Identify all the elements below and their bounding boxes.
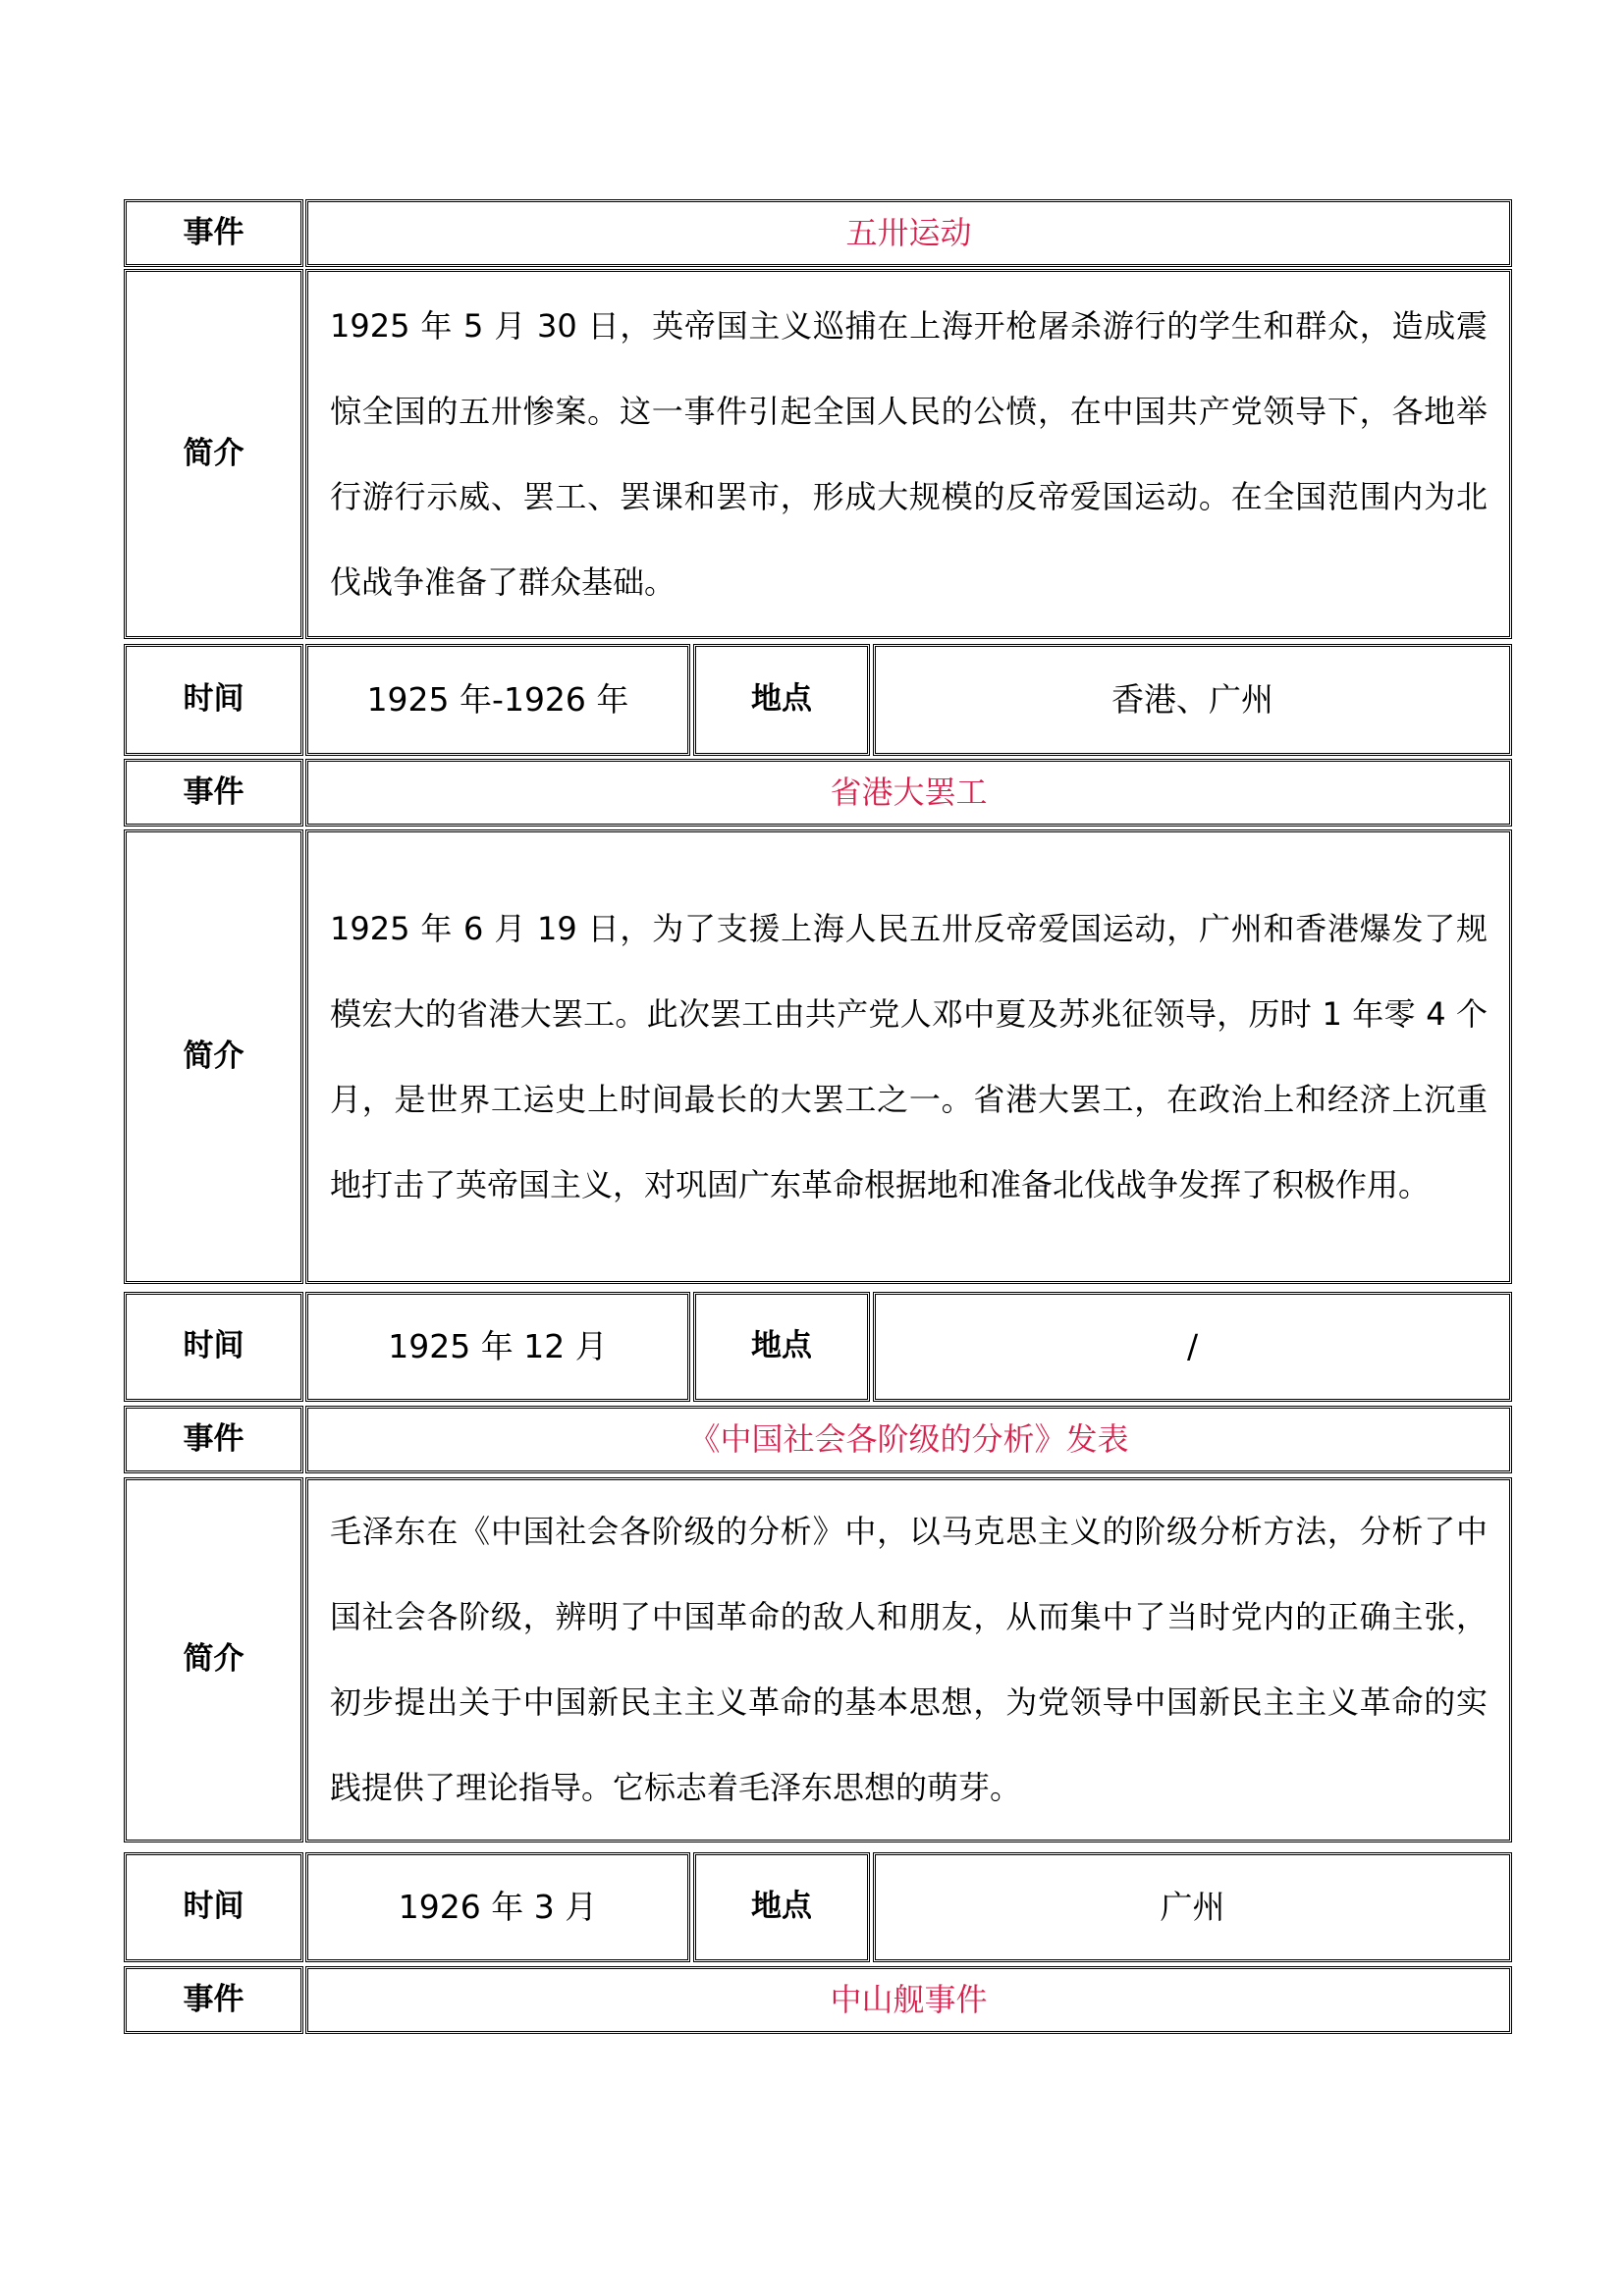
event-title: 《中国社会各阶级的分析》发表 (305, 1406, 1512, 1473)
time-value: 1925 年-1926 年 (305, 644, 690, 756)
place-value: 广州 (873, 1852, 1512, 1962)
time-label: 时间 (124, 644, 303, 756)
event-label: 事件 (124, 1966, 303, 2034)
time-value: 1926 年 3 月 (305, 1852, 690, 1962)
intro-cell (305, 829, 1512, 1284)
time-label: 时间 (124, 1852, 303, 1962)
event-title: 中山舰事件 (305, 1966, 1512, 2034)
time-label: 时间 (124, 1292, 303, 1402)
event-label: 事件 (124, 759, 303, 827)
intro-label: 简介 (124, 269, 303, 639)
intro-text: 1925 年 6 月 19 日，为了支援上海人民五卅反帝爱国运动，广州和香港爆发了规模宏大的省港大罢工。此次罢工由共产党人邓中夏及苏兆征领导，历时 1 年零 4 个月，是世界工运史上时间最长的大罢工之一。省港大罢工，在政治上和经济上沉重地打击了英帝国主义，对巩固广东革命根据地和准备北伐战争发挥了积极作用。 (330, 909, 1488, 1203)
place-label: 地点 (693, 1852, 870, 1962)
event-title: 五卅运动 (305, 199, 1512, 267)
time-value: 1925 年 12 月 (305, 1292, 690, 1402)
place-label: 地点 (693, 644, 870, 756)
event-label: 事件 (124, 199, 303, 267)
intro-cell (305, 1477, 1512, 1842)
intro-text: 1925 年 5 月 30 日，英帝国主义巡捕在上海开枪屠杀游行的学生和群众，造成震惊全国的五卅惨案。这一事件引起全国人民的公愤，在中国共产党领导下，各地举行游行示威、罢工、罢课和罢市，形成大规模的反帝爱国运动。在全国范围内为北伐战争准备了群众基础。 (330, 306, 1488, 601)
intro-label: 简介 (124, 1477, 303, 1842)
place-value: / (873, 1292, 1512, 1402)
intro-cell (305, 269, 1512, 639)
event-title: 省港大罢工 (305, 759, 1512, 827)
place-value: 香港、广州 (873, 644, 1512, 756)
intro-label: 简介 (124, 829, 303, 1284)
event-label: 事件 (124, 1406, 303, 1473)
intro-text: 毛泽东在《中国社会各阶级的分析》中，以马克思主义的阶级分析方法，分析了中国社会各阶级，辨明了中国革命的敌人和朋友，从而集中了当时党内的正确主张，初步提出关于中国新民主主义革命的基本思想，为党领导中国新民主主义革命的实践提供了理论指导。它标志着毛泽东思想的萌芽。 (330, 1513, 1488, 1806)
place-label: 地点 (693, 1292, 870, 1402)
